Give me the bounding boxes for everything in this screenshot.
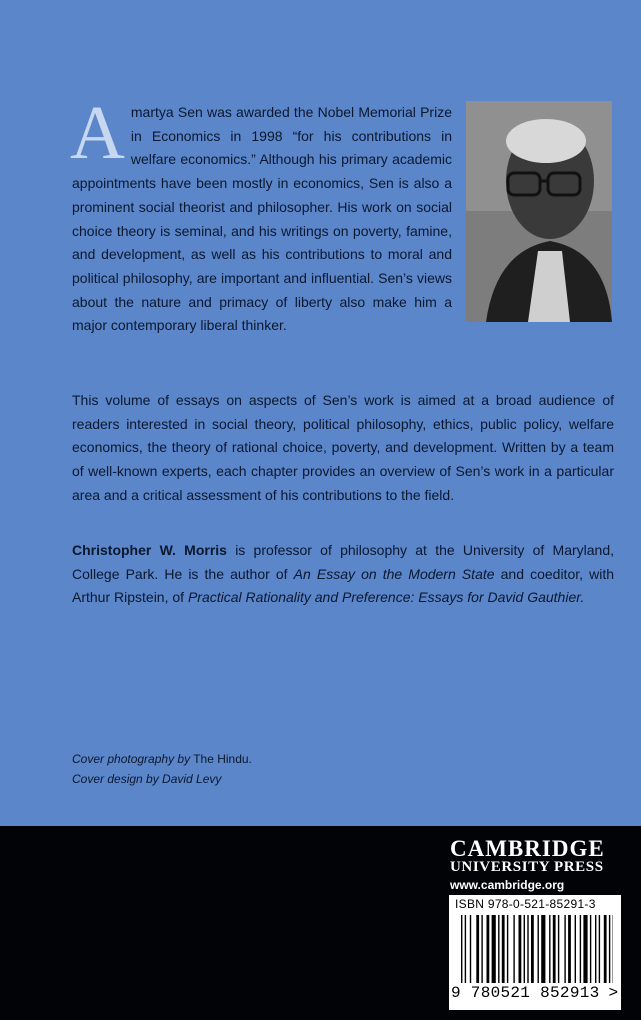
- portrait-image: [466, 101, 612, 322]
- editor-bio-text-2: and coeditor, with Arthur Ripstein, of: [72, 565, 614, 606]
- barcode-bar: [568, 915, 571, 983]
- ean-number: 9 780521 852913: [451, 984, 600, 1002]
- barcode-bar: [531, 915, 534, 983]
- barcode: [449, 895, 621, 1010]
- barcode-bar: [549, 915, 550, 983]
- barcode-bar: [507, 915, 508, 983]
- barcode-bar: [470, 915, 471, 983]
- drop-cap: A: [70, 91, 125, 175]
- barcode-bar: [513, 915, 514, 983]
- barcode-bar: [558, 915, 559, 983]
- barcode-bar: [595, 915, 596, 983]
- barcode-bars: [461, 915, 613, 983]
- barcode-bar: [583, 915, 587, 983]
- barcode-bar: [476, 915, 479, 983]
- publisher-logo: [450, 836, 620, 892]
- barcode-bar: [604, 915, 607, 983]
- photo-credit-label: Cover photography by: [72, 752, 191, 766]
- barcode-bar: [609, 915, 610, 983]
- barcode-bar: [541, 915, 545, 983]
- barcode-bar: [461, 915, 462, 983]
- barcode-bar: [527, 915, 528, 983]
- barcode-bar: [498, 915, 499, 983]
- barcode-bar: [492, 915, 496, 983]
- editor-book-2: Practical Rationality and Preference: Essays for David Gauthier.: [187, 589, 585, 606]
- publisher-subtitle: UNIVERSITY PRESS: [450, 859, 604, 875]
- barcode-bar: [502, 915, 505, 983]
- isbn-label: ISBN 978-0-521-85291-3: [455, 897, 596, 911]
- photo-credit: [72, 749, 252, 769]
- editor-name: Christopher W. Morris: [72, 542, 227, 558]
- design-credit: Cover design by David Levy: [72, 772, 222, 786]
- barcode-bar: [538, 915, 539, 983]
- barcode-bar: [575, 915, 576, 983]
- editor-book-1: An Essay on the Modern State: [293, 565, 495, 582]
- intro-text: martya Sen was awarded the Nobel Memorial Prize in Economics in 1998 “for his contributions in welfare economics.” Although his primary academic appointments have been mostly in economics, Sen is also a prominent social theorist and philosopher. His work on social choice theory is seminal, and his writings on poverty, famine, and development, as well as his contributions to moral and political philosophy, are important and influential. Sen’s views about the nature and primacy of liberty also make him a major contemporary liberal thinker.: [72, 104, 452, 334]
- publisher-name: CAMBRIDGE: [450, 836, 605, 861]
- barcode-bar: [599, 915, 600, 983]
- barcode-bar: [590, 915, 591, 983]
- editor-bio-text-1: is professor of philosophy at the University of Maryland, College Park. He is the author of: [72, 542, 615, 582]
- cover-credits: [72, 749, 252, 789]
- intro-paragraph: [70, 91, 452, 338]
- barcode-bar: [487, 915, 490, 983]
- author-photo: [466, 101, 612, 322]
- barcode-bar: [580, 915, 581, 983]
- publisher-url: www.cambridge.org: [450, 878, 565, 892]
- photo-credit-name: The Hindu.: [190, 752, 252, 766]
- barcode-bar: [524, 915, 525, 983]
- barcode-bar: [553, 915, 556, 983]
- editor-bio: [72, 539, 614, 610]
- barcode-bar: [564, 915, 565, 983]
- barcode-bar: [481, 915, 482, 983]
- quiet-zone-arrow: >: [608, 984, 618, 1001]
- barcode-bar: [465, 915, 466, 983]
- volume-description: This volume of essays on aspects of Sen’s work is aimed at a broad audience of readers interested in social theory, political philosophy, ethics, public policy, welfare economics, the theory of rational choice, poverty, and development. Written by a team of well-known experts, each chapter provides an overview of Sen’s work in a particular area and a critical assessment of his contributions to the field.: [72, 392, 614, 503]
- barcode-bar: [519, 915, 522, 983]
